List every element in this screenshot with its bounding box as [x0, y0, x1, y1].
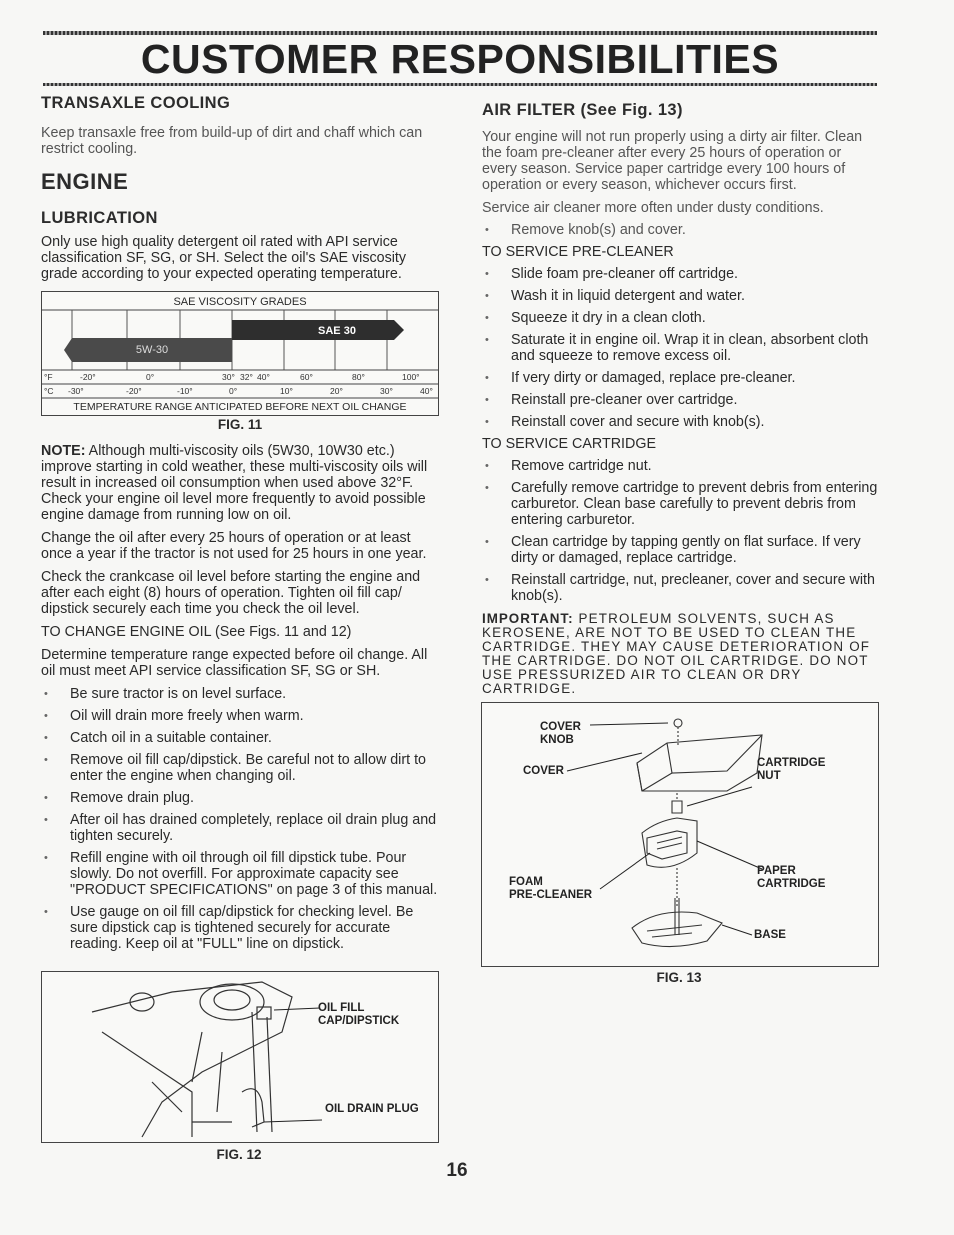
- label-cartridge-nut: [757, 757, 825, 783]
- label-oil-fill: [318, 1002, 399, 1028]
- f-tick: 0°: [146, 372, 155, 382]
- important-text: PETROLEUM SOLVENTS, SUCH AS KEROSENE, ARE NOT TO BE USED TO CLEAN THE CARTRIDGE. THEY MAY CAUSE DETERIORATION OF THE CARTRIDGE. DO NOT OIL CARTRIDGE. DO NOT USE PRESSURIZED AIR TO CLEAN OR DRY CARTRIDGE.: [482, 611, 871, 696]
- check-oil-paragraph: Check the crankcase oil level before starting the engine and after each eight (8) hours of operation. Tighten oil fill cap/ dipstick securely each time you check the oil level.: [41, 569, 421, 617]
- label-cartridge-nut-line1: CARTRIDGE: [757, 757, 826, 769]
- c-tick: -10°: [177, 386, 193, 396]
- list-item: • Wash it in liquid detergent and water.: [482, 288, 878, 304]
- transaxle-heading: TRANSAXLE COOLING: [41, 94, 231, 112]
- c-tick: 0°: [229, 386, 238, 396]
- label-cover-knob-line1: COVER: [540, 721, 581, 733]
- list-item: • Slide foam pre-cleaner off cartridge.: [482, 266, 878, 282]
- list-item: • After oil has drained completely, replace oil drain plug and tighten securely.: [41, 812, 439, 844]
- label-oil-fill-line1: OIL FILL: [318, 1002, 365, 1014]
- f-tick: 60°: [300, 372, 313, 382]
- change-oil-paragraph: Change the oil after every 25 hours of operation or at least once a year if the tractor is not used for 25 hours in one year.: [41, 530, 427, 562]
- f-tick: -20°: [80, 372, 96, 382]
- c-tick: 40°: [420, 386, 433, 396]
- title-rule-bottom: [43, 83, 877, 86]
- note-paragraph: [41, 443, 439, 523]
- label-cover-knob-line2: KNOB: [540, 734, 574, 746]
- fig11-caption: FIG. 11: [217, 417, 263, 432]
- fig11-footer: TEMPERATURE RANGE ANTICIPATED BEFORE NEXT OIL CHANGE: [73, 401, 407, 413]
- air-filter-text: Your engine will not run properly using a dirty air filter. Clean the foam pre-cleaner after every 25 hours of operation or every season. Service paper cartridge every 100 hours of operation or every season, whichever occurs first.: [482, 129, 863, 193]
- list-item: • Remove cartridge nut.: [482, 458, 878, 474]
- list-item: • Reinstall cartridge, nut, precleaner, cover and secure with knob(s).: [482, 572, 878, 604]
- label-oil-fill-line2: CAP/DIPSTICK: [318, 1015, 400, 1027]
- important-warning: [482, 612, 878, 696]
- fig12-engine-diagram: [41, 971, 439, 1143]
- f-tick: 40°: [257, 372, 270, 382]
- remove-cover-steps: [482, 222, 878, 238]
- list-item: • Remove oil fill cap/dipstick. Be careful not to allow dirt to enter the engine when changing oil.: [41, 752, 439, 784]
- important-label: IMPORTANT:: [482, 611, 574, 626]
- label-foam-precleaner-line1: FOAM: [509, 876, 543, 888]
- note-label: NOTE:: [41, 443, 86, 459]
- list-item: • Reinstall cover and secure with knob(s).: [482, 414, 878, 430]
- page-number: 16: [446, 1160, 468, 1181]
- list-item: • Clean cartridge by tapping gently on flat surface. If very dirty or damaged, replace cartridge.: [482, 534, 878, 566]
- fig13-caption: FIG. 13: [656, 970, 702, 985]
- f-tick: 32°: [240, 372, 253, 382]
- list-item: • If very dirty or damaged, replace pre-cleaner.: [482, 370, 878, 386]
- lubrication-text: Only use high quality detergent oil rated with API service classification SF, SG, or SH. Select the oil's SAE viscosity grade according to your expected operating temperature.: [41, 234, 407, 282]
- label-paper-cartridge: [757, 865, 825, 891]
- right-column: [482, 101, 878, 696]
- to-change-heading: TO CHANGE ENGINE OIL (See Figs. 11 and 12): [41, 624, 352, 640]
- left-column: [41, 94, 439, 952]
- c-tick: 20°: [330, 386, 343, 396]
- list-item: • Squeeze it dry in a clean cloth.: [482, 310, 878, 326]
- fig13-air-filter-diagram: [481, 702, 879, 967]
- grade-sae30-label: SAE 30: [318, 325, 356, 337]
- list-item: • Carefully remove cartridge to prevent debris from entering carburetor. Clean base carefully to prevent debris from entering carburetor.: [482, 480, 878, 528]
- label-paper-cartridge-line2: CARTRIDGE: [757, 878, 826, 890]
- list-item: • Remove drain plug.: [41, 790, 439, 806]
- label-cover: COVER: [523, 765, 564, 777]
- lubrication-heading: LUBRICATION: [41, 209, 158, 227]
- list-item: • Be sure tractor is on level surface.: [41, 686, 439, 702]
- list-item: • Catch oil in a suitable container.: [41, 730, 439, 746]
- c-tick: 10°: [280, 386, 293, 396]
- oil-change-steps: [41, 686, 439, 952]
- list-item: • Remove knob(s) and cover.: [482, 222, 878, 238]
- f-tick: 80°: [352, 372, 365, 382]
- label-foam-precleaner: [509, 876, 592, 902]
- c-tick: 30°: [380, 386, 393, 396]
- grade-5w30-label: 5W-30: [135, 344, 169, 356]
- engine-heading: ENGINE: [41, 169, 129, 194]
- label-foam-precleaner-line2: PRE-CLEANER: [509, 889, 593, 901]
- f-unit: °F: [44, 372, 53, 382]
- determine-paragraph: Determine temperature range expected before oil change. All oil must meet API service classification SF, SG or SH.: [41, 647, 428, 679]
- list-item: • Refill engine with oil through oil fill dipstick tube. Pour slowly. Do not overfill. For approximate capacity see "PRODUCT SPECIFICATIONS" on page 3 of this manual.: [41, 850, 439, 898]
- cartridge-steps: [482, 458, 878, 604]
- label-cover-knob: [540, 721, 581, 747]
- service-cartridge-heading: TO SERVICE CARTRIDGE: [482, 436, 656, 452]
- label-cartridge-nut-line2: NUT: [757, 770, 781, 782]
- fig11-title: SAE VISCOSITY GRADES: [173, 296, 307, 308]
- list-item: • Oil will drain more freely when warm.: [41, 708, 439, 724]
- list-item: • Use gauge on oil fill cap/dipstick for checking level. Be sure dipstick cap is tightened securely for accurate reading. Keep oil at "FULL" line on dipstick.: [41, 904, 439, 952]
- air-filter-heading: AIR FILTER (See Fig. 13): [482, 101, 683, 119]
- f-tick: 100°: [402, 372, 420, 382]
- air-filter-dusty-text: Service air cleaner more often under dusty conditions.: [482, 200, 824, 216]
- precleaner-steps: [482, 266, 878, 430]
- fig11-chart-graphic: [42, 292, 438, 414]
- fig11-viscosity-chart: [41, 291, 439, 416]
- list-item: • Reinstall pre-cleaner over cartridge.: [482, 392, 878, 408]
- c-unit: °C: [44, 386, 54, 396]
- transaxle-text: Keep transaxle free from build-up of dirt and chaff which can restrict cooling.: [41, 125, 423, 157]
- page-title: CUSTOMER RESPONSIBILITIES: [140, 36, 780, 82]
- service-precleaner-heading: TO SERVICE PRE-CLEANER: [482, 244, 674, 260]
- c-tick: -20°: [126, 386, 142, 396]
- label-base: BASE: [754, 929, 786, 941]
- c-tick: -30°: [68, 386, 84, 396]
- list-item: • Saturate it in engine oil. Wrap it in clean, absorbent cloth and squeeze to remove excess oil.: [482, 332, 878, 364]
- label-oil-drain-plug: OIL DRAIN PLUG: [325, 1103, 419, 1115]
- note-text: Although multi-viscosity oils (5W30, 10W30 etc.) improve starting in cold weather, these multi-viscosity oils will result in increased oil consumption when used above 32°F. Check your engine oil level more frequently to avoid possible engine damage from running low on oil.: [41, 443, 428, 523]
- f-tick: 30°: [222, 372, 235, 382]
- label-paper-cartridge-line1: PAPER: [757, 865, 796, 877]
- fig12-engine-illustration: [42, 972, 438, 1142]
- fig12-caption: FIG. 12: [216, 1147, 262, 1162]
